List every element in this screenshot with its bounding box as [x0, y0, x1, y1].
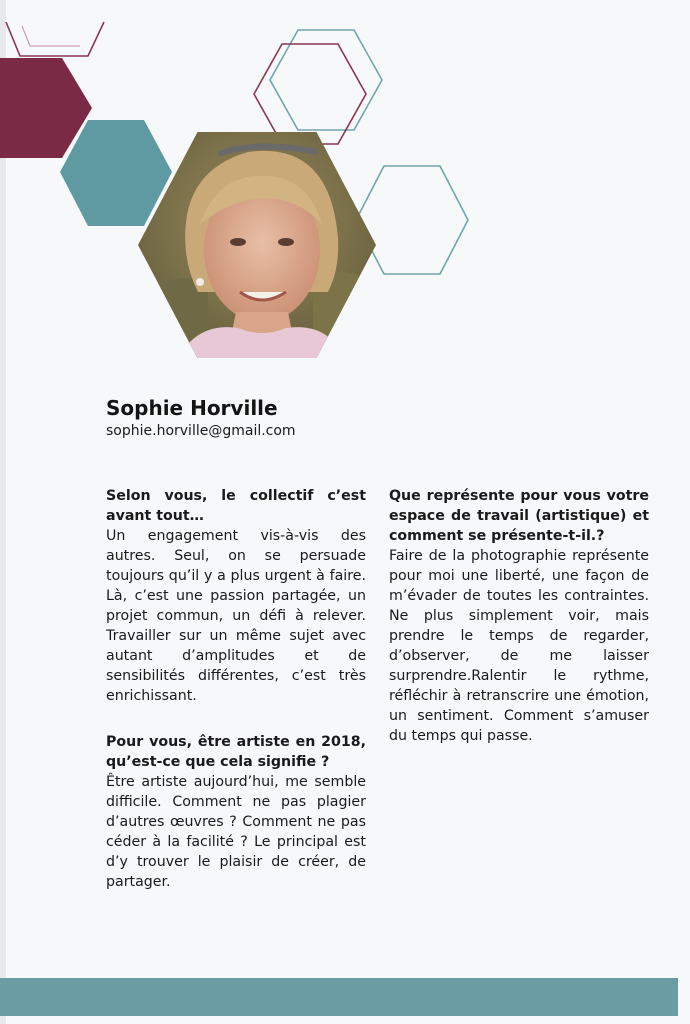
hexagon-outline-top-left-inner: [22, 26, 80, 46]
answer: Un engagement vis-à-vis des autres. Seul, on se persuade toujours qu’il y a plus urgent à faire. Là, c’est une passion partagée, un projet commun, un défi à relever. Travailler sur un même sujet avec autant d’amplitudes et de sensibilités différentes, c’est très enrichissant.: [106, 528, 366, 704]
left-column: [106, 486, 366, 892]
portrait-photo: [138, 132, 376, 358]
right-column: [389, 486, 649, 746]
footer-bar: [0, 978, 678, 1016]
email-address: sophie.horville@gmail.com: [106, 423, 296, 439]
person-name: Sophie Horville: [106, 396, 278, 420]
question: Selon vous, le collectif c’est avant tout…: [106, 488, 366, 524]
answer: Faire de la photographie représente pour moi une liberté, une façon de m’évader de toutes les contraintes. Ne plus simplement voir, mais prendre le temps de regarder, d’observer, de me laisser surprendre.Ralentir le rythme, réfléchir à retranscrire une émotion, un sentiment. Comment s’amuser du temps qui passe.: [389, 548, 649, 744]
qa-block: [389, 486, 649, 746]
question: Que représente pour vous votre espace de travail (artistique) et comment se présente-t-il.?: [389, 488, 649, 544]
qa-block: [106, 732, 366, 892]
qa-block: [106, 486, 366, 706]
hexagon-outline-top-left: [6, 22, 104, 56]
hexagon-outline-top-plum: [254, 44, 366, 144]
portrait-image: [138, 132, 376, 358]
question: Pour vous, être artiste en 2018, qu’est-ce que cela signifie ?: [106, 734, 366, 770]
answer: Être artiste aujourd’hui, me semble difficile. Comment ne pas plagier d’autres œuvres ? Comment ne pas céder à la facilité ? Le principal est d’y trouver le plaisir de créer, de partager.: [106, 774, 366, 890]
hexagon-outline-top-teal: [270, 30, 382, 130]
